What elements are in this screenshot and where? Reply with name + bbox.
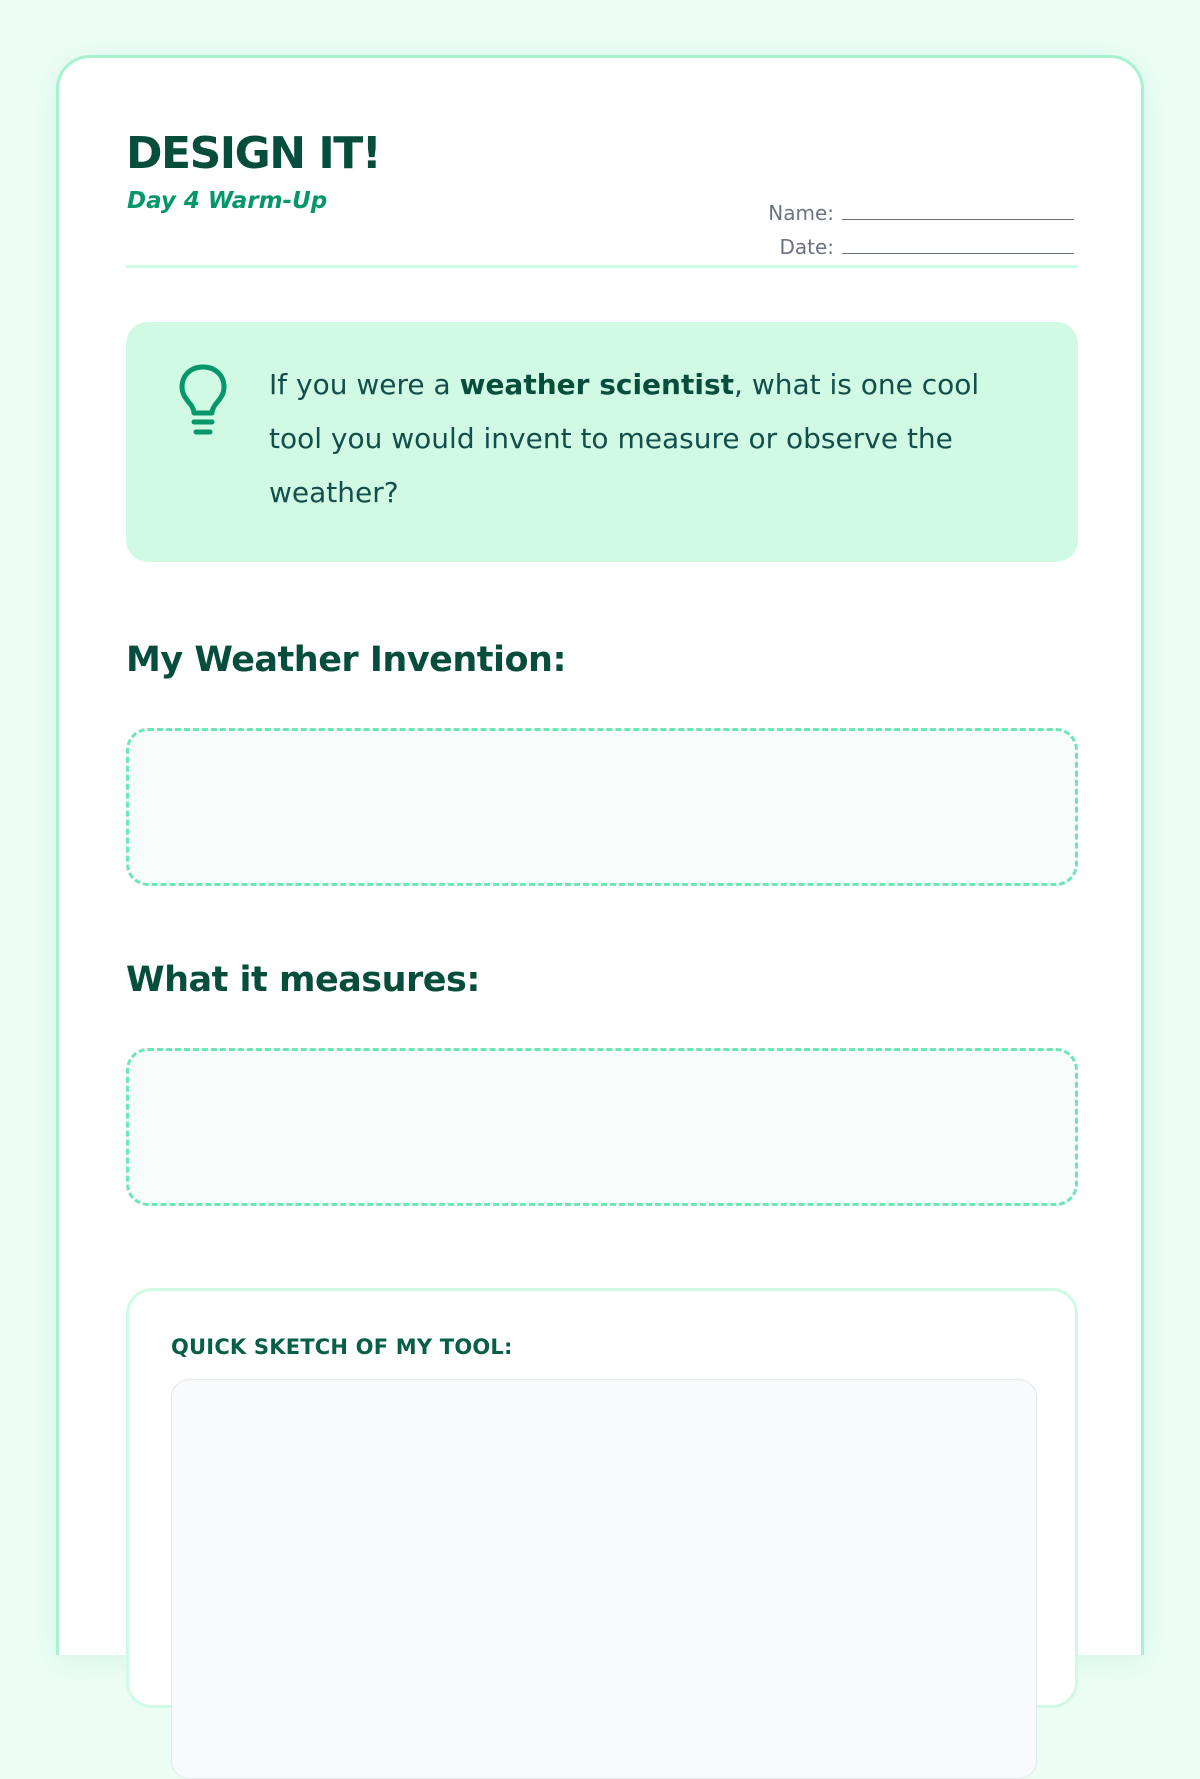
prompt-text-bold: weather scientist (459, 368, 735, 401)
worksheet-card (56, 55, 1144, 1655)
measures-heading: What it measures: (126, 960, 480, 1000)
header-divider (126, 265, 1078, 268)
name-label: Name: (768, 201, 834, 225)
name-line[interactable] (842, 201, 1074, 220)
sketch-drawing-area[interactable] (171, 1379, 1037, 1779)
prompt-panel (126, 322, 1078, 562)
sketch-card (126, 1288, 1078, 1708)
name-field[interactable] (768, 200, 1074, 226)
worksheet-title: DESIGN IT! (126, 128, 381, 179)
prompt-question (269, 358, 1029, 520)
invention-heading: My Weather Invention: (126, 640, 566, 680)
measures-answer-box[interactable] (126, 1048, 1078, 1206)
lightbulb-icon (178, 362, 228, 438)
date-field[interactable] (779, 234, 1074, 260)
prompt-text-after: , what is one cool tool you would invent to measure or observe the weather? (269, 368, 980, 509)
date-label: Date: (779, 235, 834, 259)
date-line[interactable] (842, 235, 1074, 254)
invention-answer-box[interactable] (126, 728, 1078, 886)
sketch-title: QUICK SKETCH OF MY TOOL: (171, 1335, 513, 1359)
prompt-text-before: If you were a (269, 368, 460, 401)
worksheet-subtitle: Day 4 Warm-Up (127, 188, 328, 214)
